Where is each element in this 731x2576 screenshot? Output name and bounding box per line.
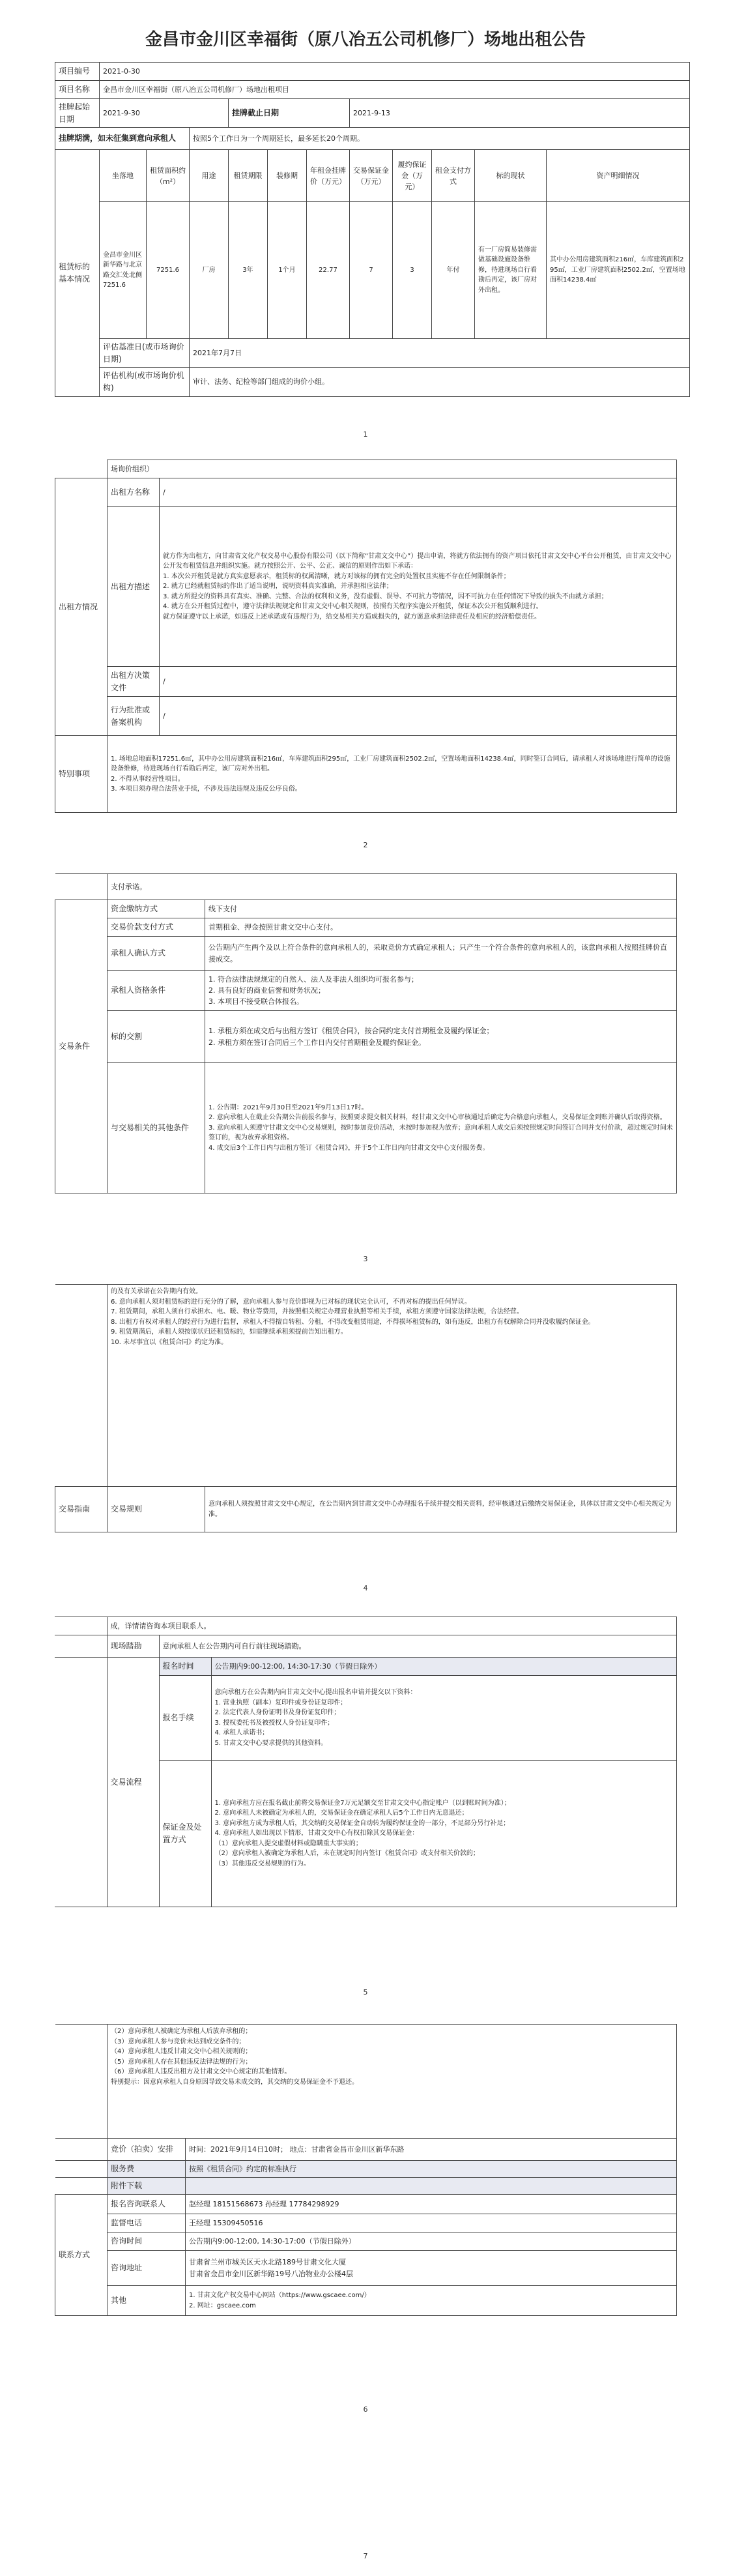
view-label: 现场踏勘 <box>107 1635 159 1658</box>
notice-table-2 <box>55 460 677 813</box>
deposit: 首期租金、押金按照甘肃文交中心支付。 <box>205 918 677 937</box>
appraisal-org-label: 评估机构(或市场询价机构) <box>100 368 190 396</box>
extend-label: 挂牌期满，如未征集到意向承租人 <box>55 128 190 150</box>
col-header: 租赁期限 <box>229 150 268 202</box>
cell: 3年 <box>229 202 268 339</box>
lessor-name-label: 出租方名称 <box>108 478 160 507</box>
project-name: 金昌市金川区幸福街（原八冶五公司机修厂）场地出租项目 <box>100 81 690 99</box>
bond-label: 保证金及处置方式 <box>159 1761 211 1907</box>
notice-table-6 <box>55 2024 677 2316</box>
transact-label: 交易条件 <box>55 900 108 1193</box>
service-label: 服务费 <box>108 2161 186 2178</box>
page-number: 2 <box>363 841 368 849</box>
confirm-label: 承租人确认方式 <box>108 937 205 971</box>
cell: 金昌市金川区新华路与北京路交汇处北侧7251.6 <box>100 202 147 339</box>
col-header: 交易保证金（万元） <box>350 150 393 202</box>
other-cond: 1. 公告期：2021年9月30日至2021年9月13日17时。 2. 意向承租人在截止公告期公告前报名参与，按照要求提交相关材料，经甘肃文交中心审核通过后确定为合格意向承租人，交易保证金到账并确认后取得资格。 3. 意向承租人须遵守甘肃文交中心交易规则，按时参加竞价活动，未按时参加视为放弃；意向承租人成交后须按照规定时间签订合同并支付价款，超过规定时间未签订的，视为放弃承租资格。 4. 成交后3个工作日内与出租方签订《租赁合同》，并于5个工作日内向甘肃文交中心支付服务费。 <box>205 1063 677 1193</box>
col-header: 年租金挂牌价（万元） <box>307 150 350 202</box>
pay: 线下支付 <box>205 900 677 918</box>
confirm: 公告期内产生两个及以上符合条件的意向承租人的，采取竞价方式确定承租人；只产生一个符合条件的意向承租人的，该意向承租人按照挂牌价直接成交。 <box>205 937 677 971</box>
start-date-label: 挂牌起始日期 <box>55 99 100 128</box>
top-blank: 支付承诺。 <box>108 874 677 900</box>
cell: 7251.6 <box>147 202 190 339</box>
page-number: 6 <box>363 2405 368 2414</box>
cell: 其中办公用房建筑面积216㎡，车库建筑面积295㎡，工业厂房建筑面积2502.2㎡，空置场地面积14238.4㎡ <box>547 202 690 339</box>
pay-label: 资金缴纳方式 <box>108 900 205 918</box>
cell: 有一厂房简易装修需做基础设施设备维修，待进现场自行看勘后再定，该厂房对外出租。 <box>475 202 547 339</box>
cell: 22.77 <box>307 202 350 339</box>
notice-table-1 <box>55 62 690 397</box>
end-date-label: 挂牌截止日期 <box>229 99 350 128</box>
lessor-section-label: 出租方情况 <box>55 478 108 736</box>
appraisal-org: 审计、法务、纪检等部门组成的询价小组。 <box>190 368 690 396</box>
cond-label: 承租人资格条件 <box>108 971 205 1011</box>
hours-label: 咨询时间 <box>108 2232 186 2251</box>
col-header: 履约保证金（万元） <box>393 150 432 202</box>
supervise: 王经理 15309450516 <box>186 2214 677 2232</box>
person-label: 报名咨询联系人 <box>108 2195 186 2214</box>
deposit-label: 交易价款支付方式 <box>108 918 205 937</box>
extend-text: 按照5个工作日为一个周期延长，最多延长20个周期。 <box>190 128 690 150</box>
method-label: 交易规则 <box>108 1487 205 1532</box>
notice-table-3 <box>55 873 677 1193</box>
supervise-label: 监督电话 <box>108 2214 186 2232</box>
proc-label: 报名手续 <box>159 1676 211 1761</box>
proc: 意向承租方在公告期内向甘肃文交中心提出报名申请并提交以下资料： 1. 营业执照（副本）复印件或身份证复印件； 2. 法定代表人身份证明书及身份证复印件； 3. 授权委托书及被授权人身份证复印件； 4. 承租人承诺书； 5. 甘肃文交中心要求提供的其他资料。 <box>211 1676 676 1761</box>
cell: 年付 <box>432 202 475 339</box>
special: 1. 场地总地面积17251.6㎡，其中办公用房建筑面积216㎡，车库建筑面积295㎡，工业厂房建筑面积2502.2㎡，空置场地面积14238.4㎡，同时签订合同后，请承租人对该场地进行简单的设施设备维修，待进现场自行看勘后再定，该厂房对外出租。 2. 不得从事经营性项目。 3. 本项目须办理合法营业手续，不涉及违法违规及违反公序良俗。 <box>108 736 677 813</box>
cell: 3 <box>393 202 432 339</box>
page-number: 5 <box>363 1988 368 1997</box>
lessor-name: / <box>160 478 677 507</box>
cond: 1. 符合法律法规规定的自然人、法人及非法人组织均可报名参与； 2. 具有良好的商业信誉和财务状况； 3. 本项目不接受联合体报名。 <box>205 971 677 1011</box>
other-label: 其他 <box>108 2286 186 2316</box>
addr-label: 咨询地址 <box>108 2251 186 2286</box>
attach-label[interactable]: 附件下载 <box>108 2178 186 2195</box>
footer-number: 7 <box>363 2552 368 2560</box>
transfer-label: 标的交割 <box>108 1011 205 1063</box>
basic-section-label: 租赁标的基本情况 <box>55 150 100 396</box>
cell: 1个月 <box>268 202 307 339</box>
hours: 公告期内9:00-12:00, 14:30-17:00（节假日除外） <box>186 2232 677 2251</box>
page6-top: （2）意向承租人被确定为承租人后放弃承租的； （3）意向承租人参与竞价未达到成交条件的； （4）意向承租人违反甘肃文交中心相关规则的； （5）意向承租人存在其他违反法律法规的行为； （6）意向承租人违反出租方及甘肃文交中心规定的其他情形。 特别提示：因意向承租人自身原因导致交易未成交的，其交纳的交易保证金不予退还。 <box>108 2025 677 2139</box>
page4-top: 的及有关承诺在公告期内有效。 6. 意向承租人须对租赁标的进行充分的了解，意向承租人参与竞价即视为已对标的现状完全认可，不再对标的提出任何异议。 7. 租赁期间，承租人须自行承担水、电、暖、物业等费用，并按照相关规定办理营业执照等相关手续，承租方须遵守国家法律法规，合法经营。 8. 出租方有权对承租人的经营行为进行监督，承租人不得擅自转租、分租，不得改变租赁用途，不得损坏租赁标的，如有违反，出租方有权解除合同并没收履约保证金。 9. 租赁期满后，承租人须按原状归还租赁标的，如需继续承租须提前告知出租方。 10. 未尽事宜以《租赁合同》约定为准。 <box>108 1285 677 1487</box>
time-label: 报名时间 <box>159 1658 211 1676</box>
lessor-desc-label: 出租方描述 <box>108 507 160 667</box>
contact-label: 联系方式 <box>55 2195 108 2316</box>
decision: / <box>160 667 677 697</box>
project-name-label: 项目名称 <box>55 81 100 99</box>
notice-table-5 <box>55 1617 677 1907</box>
col-header: 租赁面积约（m²） <box>147 150 190 202</box>
approve: / <box>160 697 677 736</box>
page-number: 3 <box>363 1255 368 1263</box>
other: 1. 甘肃文化产权交易中心网站（https://www.gscaee.com/） 2. 网址：gscaee.com <box>186 2286 677 2316</box>
appraisal-date: 2021年7月7日 <box>190 339 690 368</box>
notice-table-4 <box>55 1284 677 1532</box>
process-label: 交易流程 <box>107 1658 159 1907</box>
page-title: 金昌市金川区幸福街（原八冶五公司机修厂）场地出租公告 <box>145 30 586 50</box>
page-number: 1 <box>363 430 368 439</box>
bond: 1. 意向承租方应在报名截止前将交易保证金7万元足额交至甘肃文交中心指定账户（以到账时间为准）； 2. 意向承租人未被确定为承租人的，交易保证金在确定承租人后5个工作日内无息退还； 3. 意向承租方成为承租人后，其交纳的交易保证金自动转为履约保证金的一部分，不足部分另行补足； 4. 意向承租人如出现以下情形，甘肃文交中心有权扣除其交易保证金： （1）意向承租人提交虚假材料或隐瞒重大事实的； （2）意向承租人被确定为承租人后，未在规定时间内签订《租赁合同》或支付相关价款的； （3）其他违反交易规则的行为。 <box>211 1761 676 1907</box>
cell: 7 <box>350 202 393 339</box>
col-header: 租金支付方式 <box>432 150 475 202</box>
view: 意向承租人在公告期内可自行前往现场踏勘。 <box>159 1635 676 1658</box>
page-number: 4 <box>363 1584 368 1592</box>
project-no: 2021-0-30 <box>100 63 690 81</box>
col-header: 标的现状 <box>475 150 547 202</box>
page5-top: 成，详情请咨询本项目联系人。 <box>107 1617 676 1635</box>
col-header: 资产明细情况 <box>547 150 690 202</box>
method: 意向承租人须按照甘肃文交中心规定，在公告期内到甘肃文交中心办理报名手续并提交相关资料，经审核通过后缴纳交易保证金，具体以甘肃文交中心相关规定为准。 <box>205 1487 677 1532</box>
approve-label: 行为批准或备案机构 <box>108 697 160 736</box>
special-label: 特别事项 <box>55 736 108 813</box>
cell: 厂房 <box>190 202 229 339</box>
guide-label: 交易指南 <box>55 1487 108 1532</box>
col-header: 装修期 <box>268 150 307 202</box>
decision-label: 出租方决策文件 <box>108 667 160 697</box>
project-no-label: 项目编号 <box>55 63 100 81</box>
other-cond-label: 与交易相关的其他条件 <box>108 1063 205 1193</box>
transfer: 1. 承租方须在成交后与出租方签订《租赁合同》，按合同约定支付首期租金及履约保证金； 2. 承租方须在签订合同后三个工作日内交付首期租金及履约保证金。 <box>205 1011 677 1063</box>
col-header: 用途 <box>190 150 229 202</box>
start-date: 2021-9-30 <box>100 99 229 128</box>
addr: 甘肃省兰州市城关区天水北路189号甘肃文化大厦 甘肃省金昌市金川区新华路19号八冶物业办公楼4层 <box>186 2251 677 2286</box>
header-blank: 场询价组织） <box>108 460 677 478</box>
col-header: 坐落地 <box>100 150 147 202</box>
end-date: 2021-9-13 <box>350 99 690 128</box>
person: 赵经理 18151568673 孙经理 17784298929 <box>186 2195 677 2214</box>
bid-label: 竞价（拍卖）安排 <box>108 2139 186 2161</box>
lessor-desc: 就方作为出租方，向甘肃省文化产权交易中心股份有限公司（以下简称“甘肃文交中心”）提出申请，将就方依法拥有的资产项目依托甘肃文交中心平台公开租赁，由甘肃文交中心公开发布租赁信息并组织实施。就方按照公开、公平、公正、诚信的原则作出如下承诺： 1. 本次公开租赁是就方真实意愿表示，租赁标的权属清晰，就方对该标的拥有完全的处置权且实施不存在任何限制条件； 2. 就方已经就租赁标的作出了适当说明，说明资料真实准确，并承担相应法律； 3. 就方所提交的资料具有真实、准确、完整、合法的权利和义务，没有虚假、误导、不可抗力等情况，因不可抗力在任何情况下导致的损失不由就方承担； 4. 就方在公开租赁过程中，遵守法律法规规定和甘肃文交中心相关规则，按照有关程序实施公开租赁，保证本次公开租赁顺利进行。 就方保证遵守以上承诺，如违反上述承诺或有违规行为，给交易相关方造成损失的，就方愿意承担法律责任及相应的经济赔偿责任。 <box>160 507 677 667</box>
appraisal-date-label: 评估基准日(或市场询价日期) <box>100 339 190 368</box>
bid: 时间：2021年9月14日10时； 地点：甘肃省金昌市金川区新华东路 <box>186 2139 677 2161</box>
service: 按照《租赁合同》约定的标准执行 <box>186 2161 677 2178</box>
time: 公告期内9:00-12:00, 14:30-17:30（节假日除外） <box>211 1658 676 1676</box>
